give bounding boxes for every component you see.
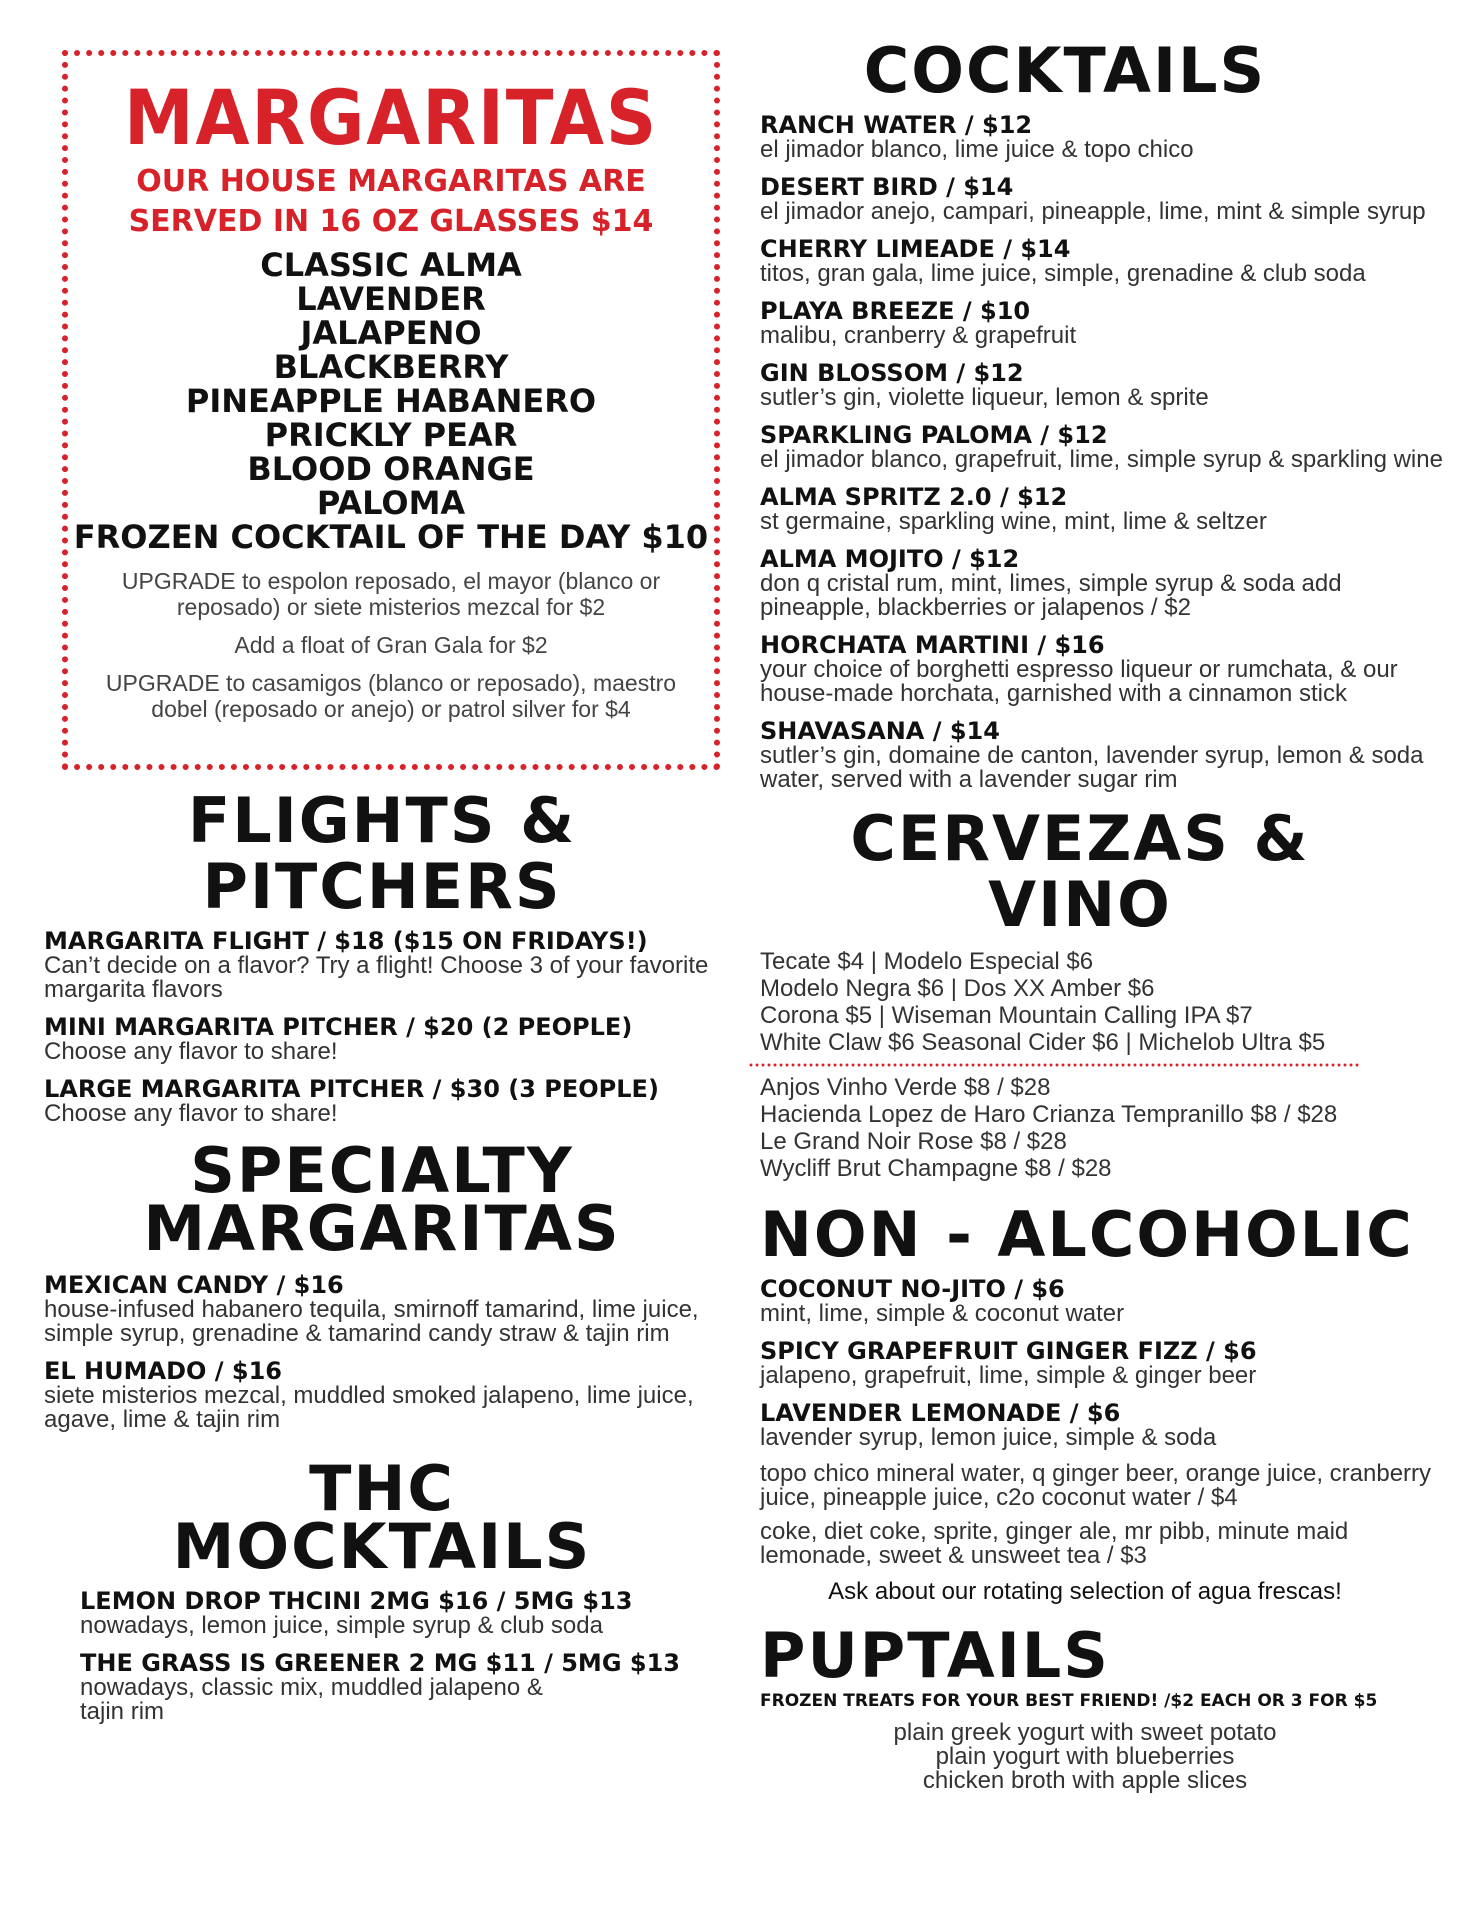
item-name: HORCHATA MARTINI / $16 — [760, 631, 1105, 659]
item-name: MARGARITA FLIGHT / $18 ($15 ON FRIDAYS!) — [44, 927, 648, 955]
menu-item — [760, 174, 1450, 224]
flavor-item: BLACKBERRY — [273, 348, 509, 386]
wine-line: Le Grand Noir Rose $8 / $28 — [760, 1128, 1067, 1155]
soft-drinks-line: topo chico mineral water, q ginger beer, orange juice, cranberry juice, pineapple juice, c2o coconut water / $4 — [760, 1460, 1432, 1511]
menu-item — [44, 928, 720, 1002]
menu-item — [760, 112, 1450, 162]
flavor-item: PRICKLY PEAR — [264, 416, 518, 454]
flavor-item: CLASSIC ALMA — [260, 246, 522, 284]
item-desc: Can’t decide on a flavor? Try a flight! Choose 3 of your favorite margarita flavors — [44, 952, 709, 1003]
menu-item — [760, 1338, 1450, 1388]
flights-heading-2: PITCHERS — [202, 850, 562, 923]
menu-item — [760, 632, 1450, 706]
wine-line: Hacienda Lopez de Haro Crianza Tempranillo $8 / $28 — [760, 1101, 1338, 1128]
flavor-item: JALAPENO — [300, 314, 482, 352]
specialty-heading-2: MARGARITAS — [143, 1192, 621, 1265]
item-desc: sutler’s gin, violette liqueur, lemon & sprite — [760, 384, 1209, 411]
float-note: Add a float of Gran Gala for $2 — [234, 632, 548, 658]
menu-item — [80, 1650, 720, 1724]
item-desc: st germaine, sparkling wine, mint, lime & seltzer — [760, 508, 1267, 535]
specialty-section — [44, 1134, 720, 1433]
menu-item — [44, 1076, 720, 1126]
item-desc: lavender syrup, lemon juice, simple & soda — [760, 1424, 1217, 1451]
puptails-heading: PUPTAILS — [760, 1619, 1110, 1692]
wine-line: Wycliff Brut Champagne $8 / $28 — [760, 1155, 1112, 1182]
non-alcoholic-heading: NON - ALCOHOLIC — [760, 1198, 1414, 1271]
menu-item — [760, 236, 1450, 286]
item-desc: el jimador anejo, campari, pineapple, lime, mint & simple syrup — [760, 198, 1426, 225]
menu-item — [760, 718, 1450, 792]
beer-line: Modelo Negra $6 | Dos XX Amber $6 — [760, 975, 1155, 1002]
thc-heading-1: THC — [309, 1452, 455, 1525]
puptails-subtitle: FROZEN TREATS FOR YOUR BEST FRIEND! /$2 EACH OR 3 FOR $5 — [760, 1691, 1378, 1711]
item-desc: sutler’s gin, domaine de canton, lavender syrup, lemon & soda water, served with a lavender sugar rim — [760, 742, 1424, 793]
margaritas-subtitle-2: SERVED IN 16 OZ GLASSES $14 — [128, 204, 654, 239]
item-desc: don q cristal rum, mint, limes, simple syrup & soda add pineapple, blackberries or jalapenos / $2 — [760, 570, 1342, 621]
flavor-item: FROZEN COCKTAIL OF THE DAY $10 — [73, 518, 709, 556]
wavy-divider — [748, 1062, 1360, 1068]
sodas-line: coke, diet coke, sprite, ginger ale, mr pibb, minute maid lemonade, sweet & unsweet tea / $3 — [760, 1518, 1349, 1569]
menu-item — [760, 1400, 1450, 1450]
puptail-item: chicken broth with apple slices — [922, 1767, 1248, 1794]
item-desc: el jimador blanco, grapefruit, lime, simple syrup & sparkling wine — [760, 446, 1443, 473]
margaritas-title: MARGARITAS — [123, 73, 659, 162]
item-desc: malibu, cranberry & grapefruit — [760, 322, 1077, 349]
item-desc: siete misterios mezcal, muddled smoked jalapeno, lime juice, agave, lime & tajin rim — [44, 1382, 694, 1433]
menu-item — [44, 1358, 720, 1432]
flights-heading-1: FLIGHTS & — [187, 784, 577, 857]
menu-item — [760, 484, 1450, 534]
flavor-item: PINEAPPLE HABANERO — [185, 382, 597, 420]
item-name: RANCH WATER / $12 — [760, 111, 1033, 139]
menu-item — [80, 1588, 720, 1638]
item-desc: Choose any flavor to share! — [44, 1038, 338, 1065]
item-name: PLAYA BREEZE / $10 — [760, 297, 1031, 325]
item-name: COCONUT NO-JITO / $6 — [760, 1275, 1065, 1303]
item-name: MEXICAN CANDY / $16 — [44, 1271, 344, 1299]
item-desc: house-infused habanero tequila, smirnoff tamarind, lime juice, simple syrup, grenadine & tamarind candy straw & tajin rim — [44, 1296, 699, 1347]
menu-item — [760, 360, 1450, 410]
margaritas-box — [62, 50, 720, 770]
menu-item — [44, 1272, 720, 1346]
item-name: MINI MARGARITA PITCHER / $20 (2 PEOPLE) — [44, 1013, 633, 1041]
item-name: SPICY GRAPEFRUIT GINGER FIZZ / $6 — [760, 1337, 1257, 1365]
specialty-heading-1: SPECIALTY — [190, 1134, 574, 1207]
flavor-item: BLOOD ORANGE — [247, 450, 535, 488]
flavor-list — [68, 248, 714, 554]
cocktails-list — [760, 112, 1450, 792]
item-name: ALMA MOJITO / $12 — [760, 545, 1020, 573]
menu-item — [760, 422, 1450, 472]
beer-line: Tecate $4 | Modelo Especial $6 — [760, 948, 1094, 975]
item-name: SHAVASANA / $14 — [760, 717, 1000, 745]
agua-frescas-note: Ask about our rotating selection of agua frescas! — [828, 1578, 1342, 1605]
cocktails-heading: COCKTAILS — [863, 34, 1267, 107]
item-name: SPARKLING PALOMA / $12 — [760, 421, 1108, 449]
puptail-item: plain yogurt with blueberries — [935, 1743, 1235, 1770]
menu-item — [760, 298, 1450, 348]
margaritas-subtitle-1: OUR HOUSE MARGARITAS ARE — [136, 164, 646, 199]
item-desc: jalapeno, grapefruit, lime, simple & ginger beer — [760, 1362, 1257, 1389]
beer-line: Corona $5 | Wiseman Mountain Calling IPA $7 — [760, 1002, 1253, 1029]
item-desc: el jimador blanco, lime juice & topo chico — [760, 136, 1194, 163]
item-desc: nowadays, lemon juice, simple syrup & club soda — [80, 1612, 603, 1639]
item-name: DESERT BIRD / $14 — [760, 173, 1014, 201]
left-column — [44, 50, 720, 1736]
menu-item — [760, 1276, 1450, 1326]
item-name: CHERRY LIMEADE / $14 — [760, 235, 1071, 263]
item-desc: nowadays, classic mix, muddled jalapeno & tajin rim — [80, 1674, 543, 1725]
flavor-item: LAVENDER — [296, 280, 486, 318]
thc-heading-2: MOCKTAILS — [172, 1510, 592, 1583]
item-name: LAVENDER LEMONADE / $6 — [760, 1399, 1121, 1427]
beer-line: White Claw $6 Seasonal Cider $6 | Michelob Ultra $5 — [760, 1029, 1326, 1056]
item-desc: titos, gran gala, lime juice, simple, grenadine & club soda — [760, 260, 1366, 287]
cervezas-heading: CERVEZAS & VINO — [850, 802, 1310, 941]
item-name: ALMA SPRITZ 2.0 / $12 — [760, 483, 1068, 511]
item-desc: Choose any flavor to share! — [44, 1100, 338, 1127]
menu-item — [44, 1014, 720, 1064]
puptail-item: plain greek yogurt with sweet potato — [893, 1719, 1277, 1746]
item-name: EL HUMADO / $16 — [44, 1357, 282, 1385]
item-name: LEMON DROP THCINI 2MG $16 / 5MG $13 — [80, 1587, 633, 1615]
item-name: THE GRASS IS GREENER 2 MG $11 / 5MG $13 — [80, 1649, 680, 1677]
cervezas-section — [760, 802, 1450, 1182]
flavor-item: PALOMA — [316, 484, 466, 522]
item-name: LARGE MARGARITA PITCHER / $30 (3 PEOPLE) — [44, 1075, 659, 1103]
thc-section — [44, 1452, 720, 1725]
flights-section — [44, 784, 720, 1127]
menu-item — [760, 546, 1450, 620]
puptails-section — [760, 1619, 1450, 1794]
upgrade-note-2: UPGRADE to casamigos (blanco or reposado), maestro dobel (reposado or anejo) or patrol silver for $4 — [105, 670, 677, 722]
item-desc: mint, lime, simple & coconut water — [760, 1300, 1125, 1327]
item-desc: your choice of borghetti espresso liqueur or rumchata, & our house-made horchata, garnished with a cinnamon stick — [760, 656, 1398, 707]
upgrade-note-1: UPGRADE to espolon reposado, el mayor (blanco or reposado) or siete misterios mezcal for $2 — [121, 568, 661, 620]
item-name: GIN BLOSSOM / $12 — [760, 359, 1024, 387]
wine-line: Anjos Vinho Verde $8 / $28 — [760, 1074, 1051, 1101]
right-column — [760, 34, 1450, 1794]
non-alcoholic-section — [760, 1198, 1450, 1605]
